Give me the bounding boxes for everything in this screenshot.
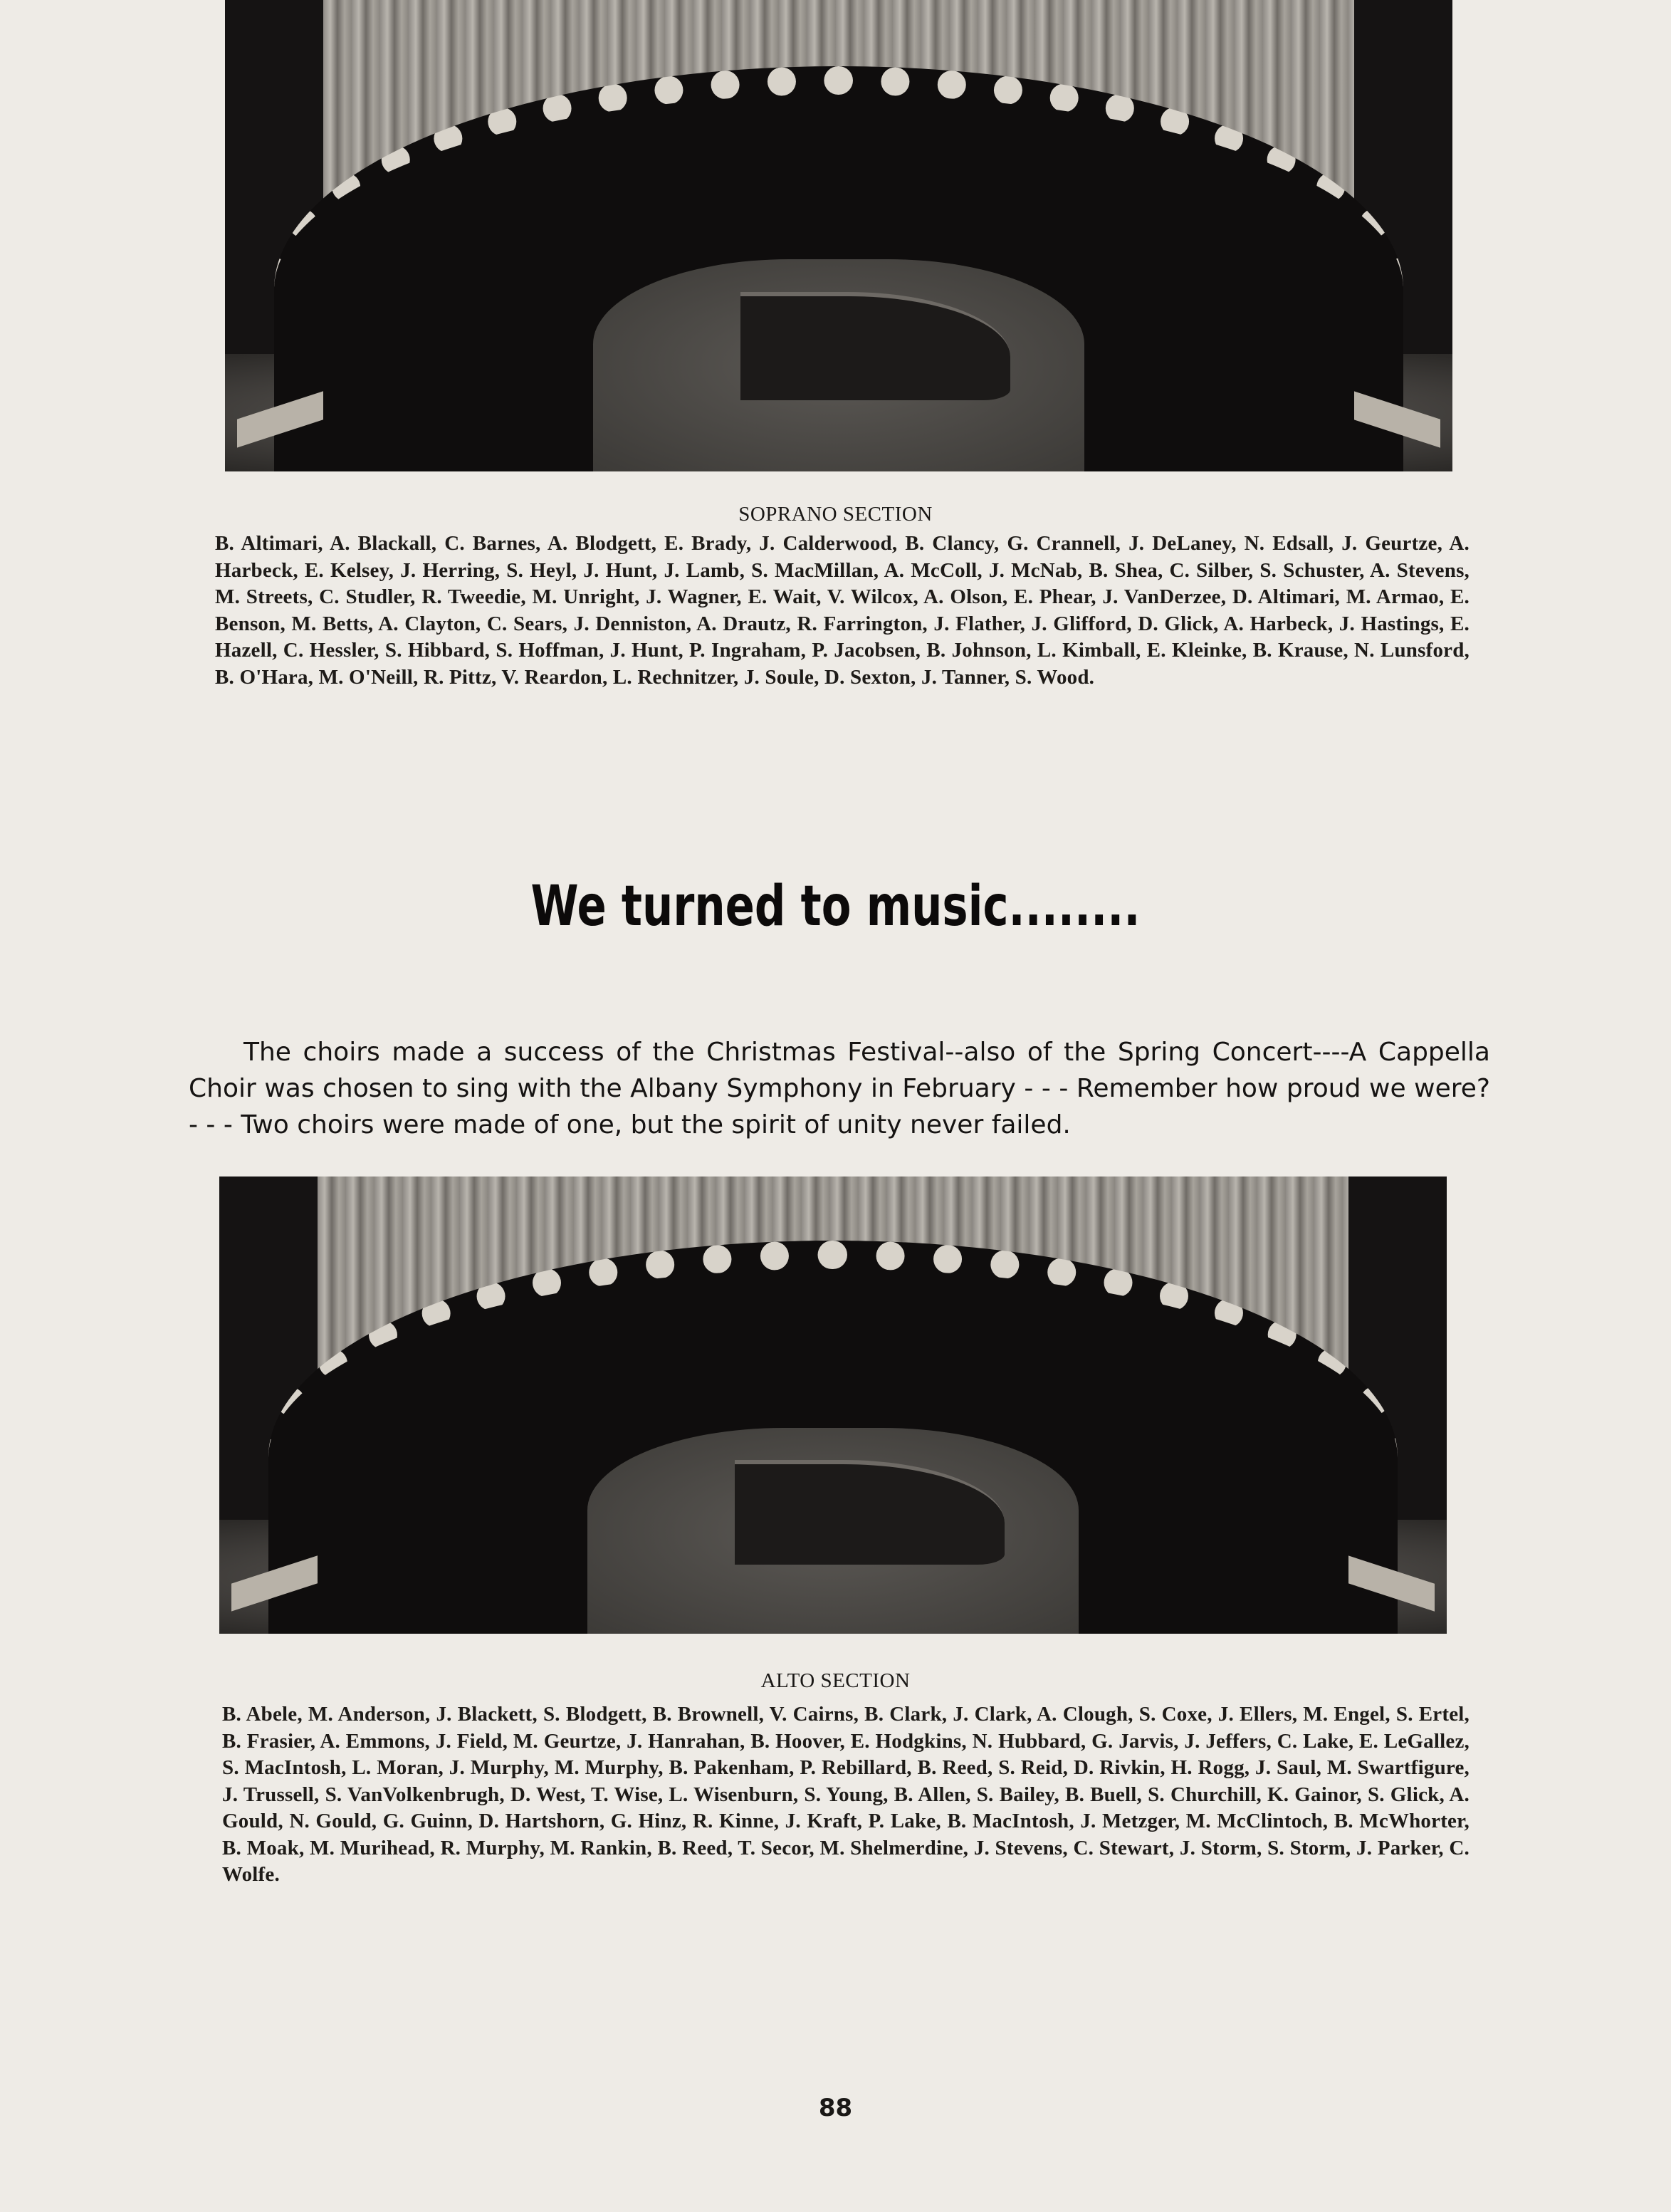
page-number: 88	[818, 2094, 853, 2122]
soprano-section-heading: SOPRANO SECTION	[738, 503, 933, 526]
alto-names-list: B. Abele, M. Anderson, J. Blackett, S. Blodgett, B. Brownell, V. Cairns, B. Clark, J. Clark, A. Clough, S. Coxe, J. Ellers, M. Engel, S. Ertel, B. Frasier, A. Emmons, J. Field, M. Geurtze, J. Hanrahan, B. Hoover, E. Hodgkins, N. Hubbard, G. Jarvis, J. Jeffers, C. Lake, E. LeGallez, S. MacIntosh, L. Moran, J. Murphy, M. Murphy, B. Pakenham, P. Rebillard, B. Reed, S. Reid, D. Rivkin, H. Rogg, J. Saul, M. Swartfigure, J. Trussell, S. VanVolkenbrugh, D. West, T. Wise, L. Wisenburn, S. Young, B. Allen, S. Bailey, B. Buell, S. Churchill, K. Gainor, S. Glick, A. Gould, N. Gould, G. Guinn, D. Hartshorn, G. Hinz, R. Kinne, J. Kraft, P. Lake, B. MacIntosh, J. Metzger, M. McClintoch, B. McWhorter, B. Moak, M. Murihead, R. Murphy, M. Rankin, B. Reed, T. Secor, M. Shelmerdine, J. Stevens, C. Stewart, J. Storm, S. Storm, J. Parker, C. Wolfe.	[222, 1703, 1470, 1886]
intro-paragraph: The choirs made a success of the Christmas Festival--also of the Spring Concert----A Cappella Choir was chosen to sing with the Albany Symphony in February - - - Remember how proud we were? - - - Two choirs were made of one, but the spirit of unity never failed.	[189, 1038, 1490, 1139]
page-title: We turned to music........	[530, 875, 1141, 939]
soprano-names-list: B. Altimari, A. Blackall, C. Barnes, A. Blodgett, E. Brady, J. Calderwood, B. Clancy, G. Crannell, J. DeLaney, N. Edsall, J. Geurtze, A. Harbeck, E. Kelsey, J. Herring, S. Heyl, J. Hunt, J. Lamb, S. MacMillan, A. McColl, J. McNab, B. Shea, C. Silber, S. Schuster, A. Stevens, M. Streets, C. Studler, R. Tweedie, M. Unright, J. Wagner, E. Wait, V. Wilcox, A. Olson, E. Phear, J. VanDerzee, D. Altimari, M. Armao, E. Benson, M. Betts, A. Clayton, C. Sears, J. Denniston, A. Drautz, R. Farrington, J. Flather, J. Glifford, D. Glick, A. Harbeck, J. Hastings, E. Hazell, C. Hessler, S. Hibbard, S. Hoffman, J. Hunt, P. Ingraham, P. Jacobsen, B. Johnson, L. Kimball, E. Kleinke, B. Krause, N. Lunsford, B. O'Hara, M. O'Neill, R. Pittz, V. Reardon, L. Rechnitzer, J. Soule, D. Sexton, J. Tanner, S. Wood.	[215, 532, 1470, 689]
alto-choir-photo	[219, 1177, 1447, 1634]
soprano-choir-photo	[225, 0, 1452, 471]
alto-section-heading: ALTO SECTION	[760, 1669, 911, 1692]
